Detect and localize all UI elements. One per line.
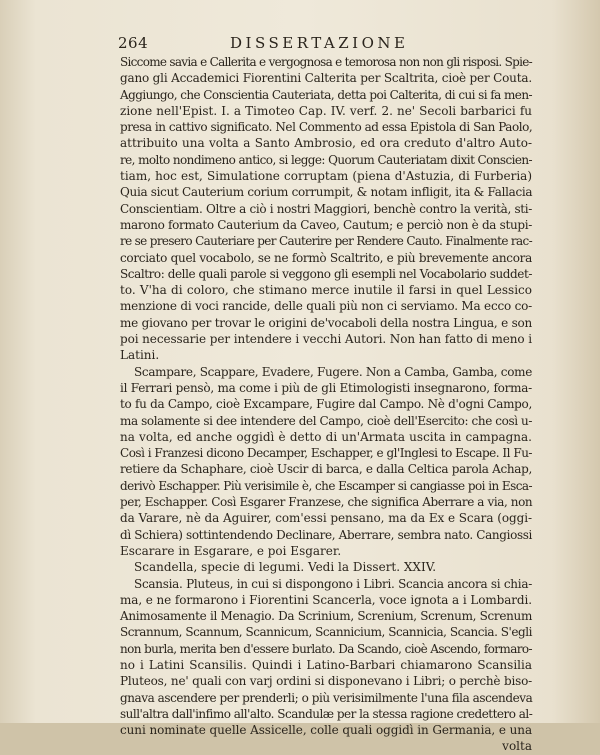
page-header <box>118 34 588 56</box>
text-line: re se presero Cauteriare per Cauterire per Rendere Cauto. Finalmente rac- <box>120 234 532 249</box>
text-line: to fu da Campo, cioè Excampare, Fugire dal Campo. Nè d'ogni Campo, <box>120 397 532 412</box>
running-head: DISSERTAZIONE <box>230 34 409 52</box>
entry-line-scansia: Scansia. Pluteus, in cui si dispongono i Libri. Scancia ancora si chia- <box>134 576 532 591</box>
text-line: Latini. <box>120 348 160 363</box>
text-line: marono formato Cauterium da Caveo, Cautum; e perciò non è da stupi- <box>120 217 532 232</box>
text-line: dì Schiera) sottintendendo Declinare, Aberrare, sembra nato. Cangiossi <box>120 527 533 542</box>
text-line: cuni nominate quelle Assicelle, colle quali oggidì in Germania, e una <box>120 723 533 738</box>
text-line: poi necessarie per intendere i vecchi Autori. Non han fatto di meno i <box>120 332 532 347</box>
text-line: Così i Franzesi dicono Decamper, Eschapper, e gl'Inglesi to Escape. Il Fu- <box>120 446 532 461</box>
text-line: na volta, ed anche oggidì è detto di un'Armata uscita in campagna. <box>120 429 532 444</box>
body-text <box>120 54 532 755</box>
text-line: Conscientiam. Oltre a ciò i nostri Maggiori, benchè contro la verità, sti- <box>120 201 533 216</box>
text-line: attribuito una volta a Santo Ambrosio, ed ora creduto d'altro Auto- <box>120 136 532 151</box>
text-line: gano gli Accademici Fiorentini Calterita per Scaltrita, cioè per Couta. <box>120 71 532 86</box>
text-line: to. V'ha di coloro, che stimano merce inutile il farsi in quel Lessico <box>120 283 532 298</box>
text-line: me giovano per trovar le origini de'vocaboli della nostra Lingua, e son <box>120 315 533 330</box>
text-line: retiere da Schaphare, cioè Uscir di barca, e dalla Celtica parola Achap, <box>120 462 533 477</box>
text-line: Aggiungo, che Conscientia Cauteriata, detta poi Calterita, di cui si fa men- <box>120 87 532 102</box>
text-line: re, molto nondimeno antico, si legge: Quorum Cauteriatam dixit Conscien- <box>120 152 532 167</box>
text-line: derivò Eschapper. Più verisimile è, che Escamper si cangiasse poi in Esca- <box>120 478 533 493</box>
text-line: Animosamente il Menagio. Da Scrinium, Screnium, Screnum, Screnum <box>120 609 533 624</box>
text-line: ma, e ne formarono i Fiorentini Scancerla, voce ignota a i Lombardi. <box>120 592 532 607</box>
text-line: no i Latini Scansilis. Quindi i Latino-Barbari chiamarono Scansilia <box>120 657 532 672</box>
catchword: volta <box>502 739 532 754</box>
text-line: gnava ascendere per prenderli; o più verisimilmente l'una fila ascendeva <box>120 690 533 705</box>
text-line: zione nell'Epist. I. a Timoteo Cap. IV. verf. 2. ne' Secoli barbarici fu <box>120 103 532 118</box>
text-line: Scrannum, Scannum, Scannicum, Scannicium, Scannicia, Scancia. S'egli <box>120 625 532 640</box>
text-line: tiam, hoc est, Simulatione corruptam (piena d'Astuzia, di Furberia) <box>120 169 532 184</box>
text-line: il Ferrari pensò, ma come i più de gli Etimologisti insegnarono, forma- <box>120 380 532 395</box>
text-line: corciato quel vocabolo, se ne formò Scaltrito, e più brevemente ancora <box>120 250 532 265</box>
text-line: da Varare, nè da Aguirer, com'essi pensano, ma da Ex e Scara (oggi- <box>120 511 532 526</box>
text-line: Escarare in Esgarare, e poi Esgarer. <box>120 543 342 558</box>
text-line: Scaltro: delle quali parole si veggono gli esempli nel Vocabolario suddet- <box>120 266 532 281</box>
page-number: 264 <box>118 34 149 52</box>
text-line: Pluteos, ne' quali con varj ordini si disponevano i Libri; o perchè biso- <box>120 674 533 689</box>
text-line: non burla, merita ben d'essere burlato. Da Scando, cioè Ascendo, formaro- <box>120 641 532 656</box>
text-line: ma solamente si dee intendere del Campo, cioè dell'Esercito: che così u- <box>120 413 533 428</box>
text-line: sull'altra dall'infimo all'alto. Scandulæ per la stessa ragione credettero al- <box>120 706 533 721</box>
text-line: Siccome savia e Callerita e vergognosa e temorosa non non gli risposi. Spie- <box>120 55 533 69</box>
entry-line-scampare: Scampare, Scappare, Evadere, Fugere. Non a Camba, Gamba, come <box>134 364 532 379</box>
text-line: menzione di voci rancide, delle quali più non ci serviamo. Ma ecco co- <box>120 299 532 314</box>
entry-line-scandella: Scandella, specie di legumi. Vedi la Dissert. XXIV. <box>134 560 437 575</box>
text-line: Quia sicut Cauterium corium corrumpit, & notam infligit, ita & Fallacia <box>120 185 533 200</box>
text-line: per, Eschapper. Così Esgarer Franzese, che significa Aberrare a via, non <box>120 495 533 510</box>
text-line: presa in cattivo significato. Nel Commento ad essa Epistola di San Paolo, <box>120 120 533 135</box>
